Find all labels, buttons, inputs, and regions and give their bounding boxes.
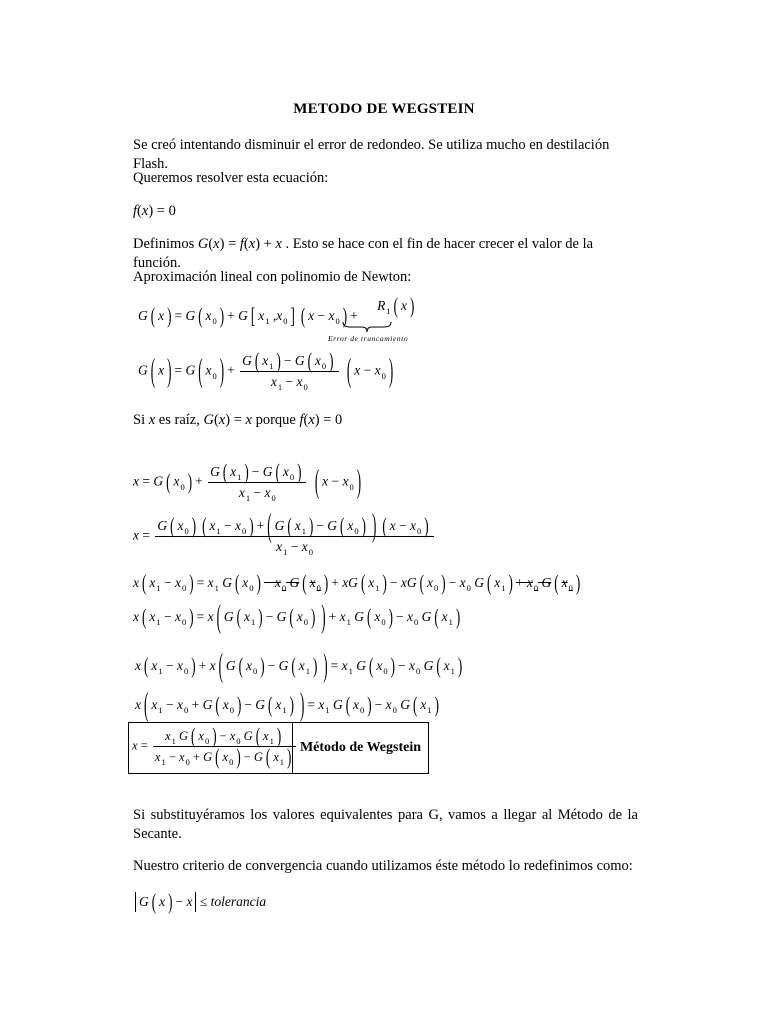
derivation-step-5: x ( $x_1 - x_0$ ) + x ( G ( $x_0$ ) − G ( $x_1$ ) ) = $x_1$ G ( $x_0$ ) − $x_0$ G ( $x_1$ )	[135, 646, 463, 684]
root-text-c: porque	[251, 412, 300, 428]
error-note: Error de truncamiento	[328, 334, 409, 343]
wegstein-formula: x = $\frac{x_1 G ( x_0 ) - x_0 G ( x_1 )}{x_1 - x_0 + G ( x_0 ) - G ( x_1 )}$	[132, 728, 298, 765]
tolerance-word: tolerancia	[210, 894, 267, 909]
root-text-b: es raíz,	[155, 412, 204, 428]
newton-equation-1: G ( x ) = G ( $x_0$ ) + G [ $x_1$ $,x_0$ ] ( $x - x_0$ ) + $R_1$ ( x )	[138, 292, 415, 328]
wegstein-formula-box	[128, 722, 429, 774]
root-text-a: Si	[133, 412, 149, 428]
wegstein-label: Método de Wegstein	[299, 740, 422, 755]
derivation-step-4: x ( $x_1 - x_0$ ) = x ( G ( $x_1$ ) − G ( $x_0$ ) ) + $x_1$ G ( $x_0$ ) − $x_0$ G ( $x_1$ )	[133, 597, 461, 635]
define-paragraph: Definimos G(x) = f(x) + x . Esto se hace con el fin de hacer crecer el valor de la función.	[133, 236, 594, 271]
page-title: METODO DE WEGSTEIN	[293, 101, 475, 117]
define-text-a: Definimos	[133, 236, 198, 252]
approx-paragraph: Aproximación lineal con polinomio de Newton:	[133, 269, 412, 285]
criteria-paragraph: Nuestro criterio de convergencia cuando utilizamos éste método lo redefinimos como:	[133, 858, 633, 874]
f-zero-equation: f(x) = 0	[133, 203, 176, 219]
derivation-step-3: x ( $x_1 - x_0$ ) = $x_1$ G ( $x_0$ ) − $x_0$ G ( $x_0$ ) + xG ( $x_1$ ) − xG ( $x_0$ ) − $x_0$ G ( $x_1$ ) + $x_0$ G ( $x_0$ )	[133, 569, 581, 595]
newton-equation-2: G ( x ) = G ( $x_0$ ) + $\frac{G ( x_1 ) - G ( x_0 )}{x_1 - x_0}$ ( $x - x_0$ )	[138, 347, 394, 392]
intro-paragraph: Se creó intentando disminuir el error de redondeo. Se utiliza mucho en destilación Flash.	[133, 137, 610, 172]
convergence-criterion: G ( x ) − x ≤ tolerancia	[135, 892, 266, 912]
resolve-paragraph: Queremos resolver esta ecuación:	[133, 170, 329, 186]
derivation-step-2: x = $\frac{G ( x_0 ) ( x_1 - x_0 ) + ( G ( x_1 ) - G ( x_0 ) ) ( x - x_0 )}{x_1 - x_0}$	[133, 518, 436, 555]
derivation-step-6: x ( $x_1 - x_0 + G$ ( $x_0$ ) − G ( $x_1$ ) ) = $x_1$ G ( $x_0$ ) − $x_0$ G ( $x_1$ )	[135, 685, 439, 723]
overbrace-icon	[342, 320, 392, 334]
root-paragraph: Si x es raíz, G(x) = x porque f(x) = 0	[133, 412, 343, 428]
substitution-paragraph: Si substituyéramos los valores equivalentes para G, vamos a llegar al Método de la Secante.	[133, 807, 638, 842]
define-text-b: . Esto se hace con el fin de hacer crecer el valor de la función.	[133, 236, 594, 271]
derivation-step-1: x = G ( $x_0$ ) + $\frac{G ( x_1 ) - G ( x_0 )}{x_1 - x_0}$ ( $x - x_0$ )	[133, 458, 362, 503]
